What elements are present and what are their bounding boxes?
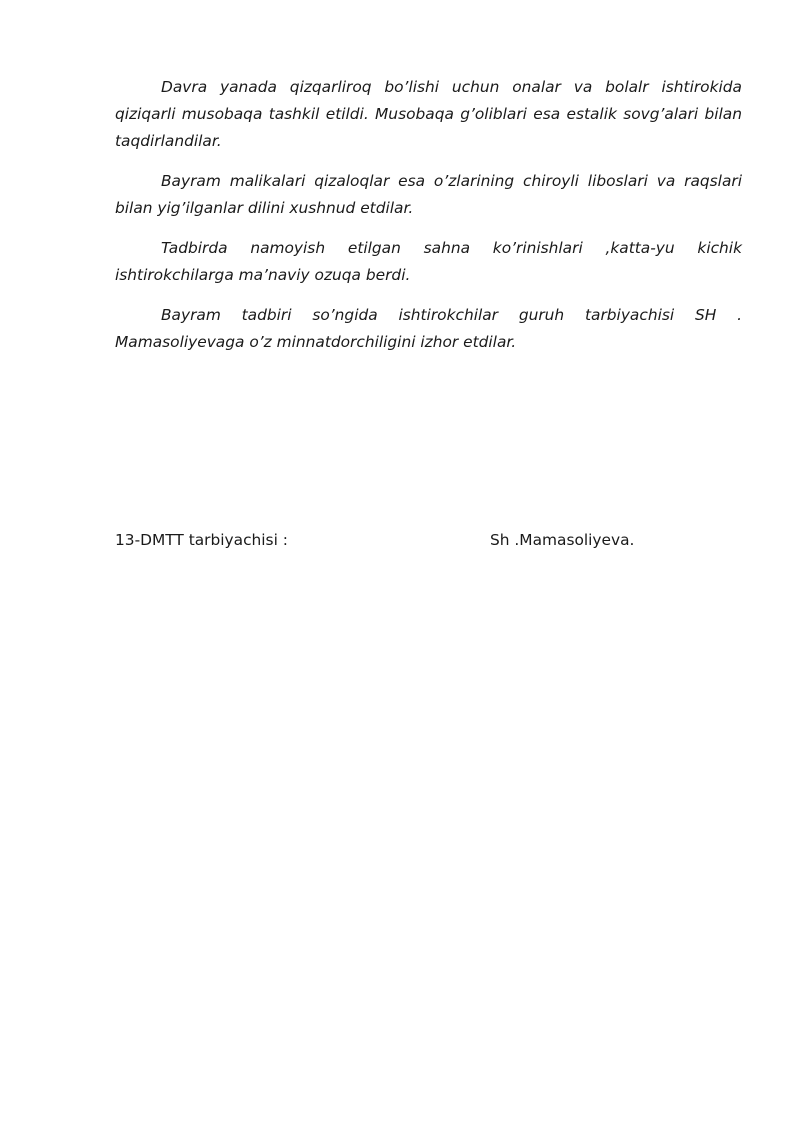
paragraph-gratitude: Bayram tadbiri so’ngida ishtirokchilar guruh tarbiyachisi SH . Mamasoliyevaga o’z minnatdorchiligini izhor etdilar. — [115, 306, 742, 351]
signature-role: 13-DMTT tarbiyachisi : — [115, 531, 288, 549]
signature-name: Sh .Mamasoliyeva. — [490, 531, 635, 549]
paragraph-queens: Bayram malikalari qizaloqlar esa o’zlarining chiroyli liboslari va raqslari bilan yig’ilganlar dilini xushnud etdilar. — [115, 172, 742, 217]
document-body — [115, 74, 742, 369]
paragraph-scenes: Tadbirda namoyish etilgan sahna ko’rinishlari ,katta-yu kichik ishtirokchilarga ma’naviy ozuqa berdi. — [115, 239, 742, 284]
paragraph-contest: Davra yanada qizqarliroq bo’lishi uchun onalar va bolalr ishtirokida qiziqarli musobaqa tashkil etildi. Musobaqa g’oliblari esa estalik sovg’alari bilan taqdirlandilar. — [115, 78, 742, 150]
